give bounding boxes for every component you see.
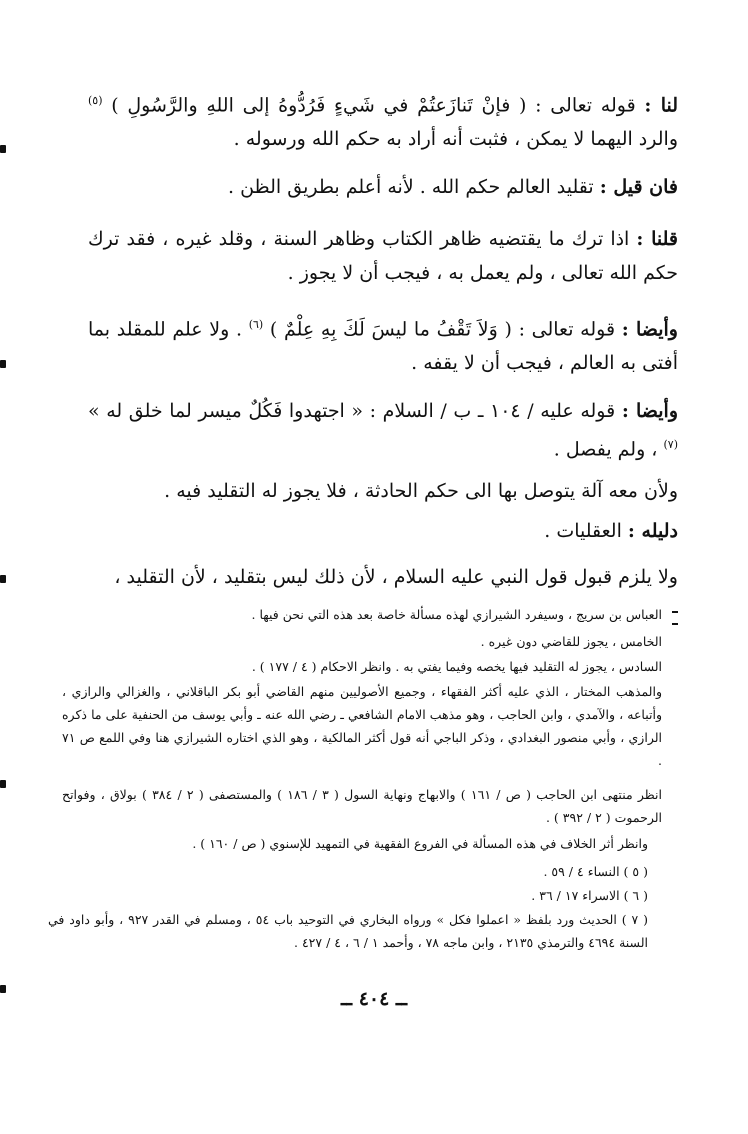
footnote-line: انظر منتهى ابن الحاجب ( ص / ١٦١ ) والابهاج ونهاية السول ( ٣ / ١٨٦ ) والمستصفى ( ٢ / ٣٨٤ ) بولاق ، وفواتح الرحموت ( ٢ / ٣٩٢ ) . <box>62 787 662 825</box>
main-paragraph <box>88 308 678 380</box>
paragraph-text: اذا ترك ما يقتضيه ظاهر الكتاب وظاهر السنة ، وقلد غيره ، فقد ترك حكم الله تعالى ، ولم يعمل به ، فيجب أن لا يجوز . <box>88 228 678 284</box>
footnote-ref: (٥) <box>88 94 103 107</box>
footnote-ref: (٧) <box>663 438 678 451</box>
paragraph-lead: لنا : <box>644 94 679 117</box>
paragraph-text: ولأن معه آلة يتوصل بها الى حكم الحادثة ، فلا يجوز له التقليد فيه . <box>164 480 678 502</box>
margin-mark <box>0 575 6 583</box>
paragraph-lead: دليله : <box>627 520 678 542</box>
footnote-line: ( ٦ ) الاسراء ١٧ / ٣٦ . <box>531 888 648 903</box>
footnote-line: ( ٧ ) الحديث ورد بلفظ « اعملوا فكل » ورواه البخاري في التوحيد باب ٥٤ ، ومسلم في القدر ٩٢٧ ، وأبو داود في السنة ٤٦٩٤ والترمذي ٢١٣٥ ، وابن ماجه ٧٨ ، وأحمد ١ / ٦ ، ٤ / ٤٢٧ . <box>48 912 648 950</box>
paragraph-text: العقليات . <box>544 520 622 542</box>
main-paragraph <box>88 514 678 548</box>
paragraph-lead: وأيضا : <box>621 318 678 341</box>
margin-mark <box>0 145 6 153</box>
footnote-line: السادس ، يجوز له التقليد فيها يخصه وفيما يفتي به . وانظر الاحكام ( ٤ / ١٧٧ ) . <box>251 659 662 674</box>
main-paragraph <box>88 170 678 204</box>
page-number: ــ ٤٠٤ ــ <box>340 988 408 1010</box>
footnote-line: العباس بن سريج ، وسيفرد الشيرازي لهذه مسألة خاصة بعد هذه التي نحن فيها . <box>251 607 662 622</box>
paragraph-text: ، ولم يفصل . <box>553 438 658 461</box>
quran-verse: قوله تعالى : ( فإنْ تَنازَعتُمْ في شَيءٍ فَرُدُّوهُ إلى اللهِ والرَّسُولِ ) <box>111 94 636 117</box>
hadith-text: قوله عليه / ١٠٤ ـ ب / السلام : « اجتهدوا فَكُلٌ ميسر لما خلق له » <box>88 400 616 422</box>
paragraph-lead: وأيضا : <box>621 400 678 422</box>
footnote-line: والمذهب المختار ، الذي عليه أكثر الفقهاء ، وجميع الأصوليين منهم القاضي أبو بكر الباقلاني ، والغزالي والرازي ، وأتباعه ، والآمدي ، وابن الحاجب ، وهو مذهب الامام الشافعي ـ رضي الله عنه ـ وأبي يوسف من الحنفية على ما ذكره الرازي ، وأبي منصور البغدادي ، وذكر الباجي أنه قول أكثر المالكية ، وهو الذي اختاره الشيرازي هنا وفي اللمع ص ٧١ . <box>62 684 662 768</box>
margin-mark <box>0 780 6 788</box>
paragraph-text: والرد اليهما لا يمكن ، فثبت أنه أراد به حكم الله ورسوله . <box>233 128 678 151</box>
paragraph-lead: فان قيل : <box>599 176 678 198</box>
main-paragraph <box>88 560 678 594</box>
paragraph-text: تقليد العالم حكم الله . لأنه أعلم بطريق الظن . <box>227 176 594 198</box>
paragraph-lead: قلنا : <box>636 228 678 250</box>
margin-mark <box>0 360 6 368</box>
footnote-ref: (٦) <box>248 318 264 331</box>
footnote-line: ( ٥ ) النساء ٤ / ٥٩ . <box>543 864 648 879</box>
footnote-line: وانظر أثر الخلاف في هذه المسألة في الفروع الفقهية في التمهيد للإسنوي ( ص / ١٦٠ ) . <box>192 836 648 851</box>
main-paragraph <box>88 84 678 156</box>
paragraph-text: ولا يلزم قبول قول النبي عليه السلام ، لأن ذلك ليس بتقليد ، لأن التقليد ، <box>114 566 678 588</box>
quran-verse: قوله تعالى : ( وَلاَ تَقْفُ ما ليسَ لَكَ بِهِ عِلْمٌ ) <box>269 318 616 341</box>
paragraph-text: . ولا علم للمقلد بما أفتى به العالم ، فيجب أن لا يقفه . <box>88 318 678 375</box>
main-paragraph <box>88 474 678 508</box>
main-paragraph <box>88 222 678 290</box>
footnote-line: الخامس ، يجوز للقاضي دون غيره . <box>480 634 662 649</box>
footnote-separator <box>672 611 678 625</box>
main-paragraph <box>88 394 678 466</box>
